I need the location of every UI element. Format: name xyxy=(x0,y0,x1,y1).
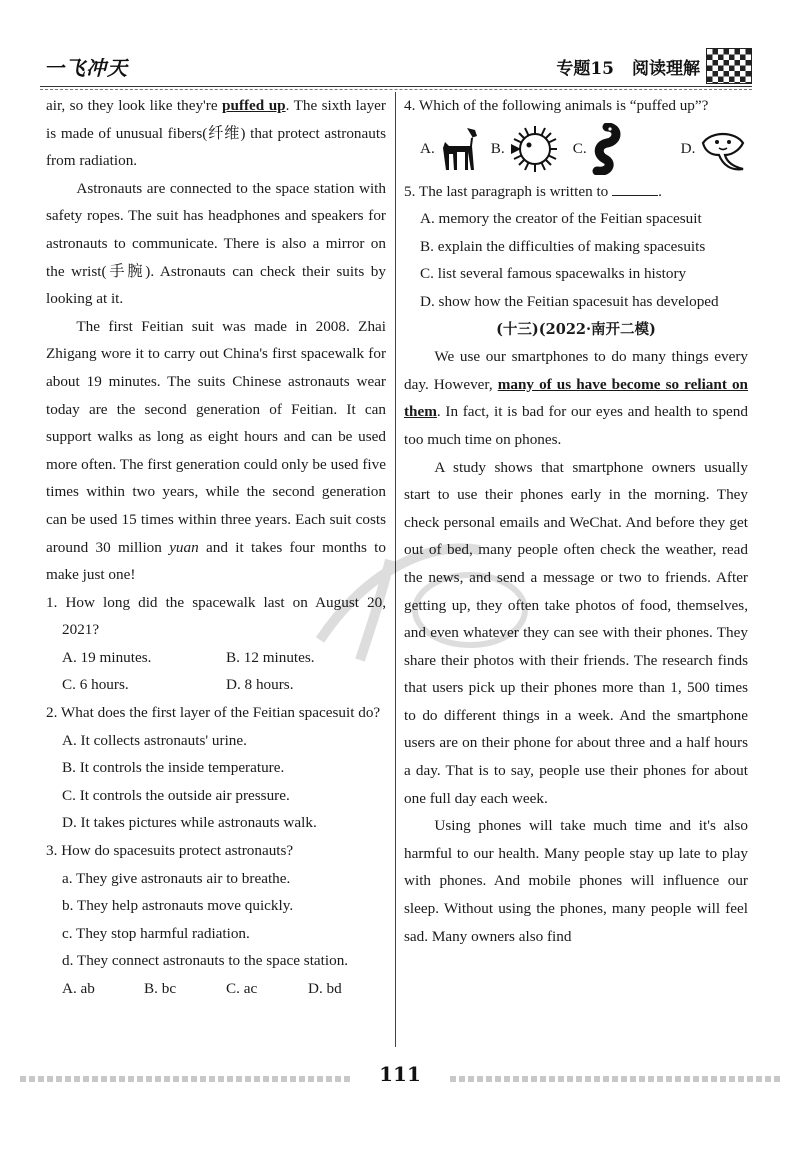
passage-paragraph: We use our smartphones to do many things every day. However, many of us have become so reliant on them. In fact, it is bad for our eyes and health to spend too much time on phones. xyxy=(404,348,749,448)
option[interactable]: A. 19 minutes. xyxy=(62,648,152,666)
topic-heading xyxy=(556,54,700,79)
checker-ornament xyxy=(706,48,752,84)
option-b[interactable]: B. xyxy=(491,124,563,174)
page-header xyxy=(0,0,800,100)
highlighted-phrase: many of us have become so reliant on them xyxy=(404,375,749,421)
header-rule xyxy=(40,86,752,87)
topic-title: 阅读理解 xyxy=(632,59,700,79)
passage-paragraph: The first Feitian suit was made in 2008. Zhai Zhigang wore it to carry out China's first spacewalk for about 19 minutes. The suits Chinese astronauts wear today are the second generation of Feitian. It can support walks as long as eight hours and can be used more often. The first generation could only be used five times within two years, while the second generation can be used 15 times within three years. Each suit costs around 30 million yuan and it takes four months to make just one! xyxy=(46,317,386,584)
option[interactable]: A. ab xyxy=(62,980,95,997)
footer-ornament xyxy=(450,1076,780,1082)
option[interactable]: A. memory the creator of the Feitian spacesuit xyxy=(420,210,702,228)
question-4-options xyxy=(404,120,748,178)
option[interactable]: A. It collects astronauts' urine. xyxy=(62,731,247,749)
section-title: (十三)(2022·南开二模) xyxy=(496,320,656,338)
option[interactable]: D. 8 hours. xyxy=(226,676,294,694)
option-a[interactable]: A. xyxy=(420,124,481,174)
left-column xyxy=(46,92,386,1003)
statement-item: d. They connect astronauts to the space station. xyxy=(62,952,349,970)
passage-paragraph: air, so they look like they're puffed up. The sixth layer is made of unusual fibers(纤维) that protect astronauts from radiation. xyxy=(46,97,386,170)
snake-icon xyxy=(589,123,625,175)
question-3-options xyxy=(46,975,386,1003)
question-3: 3. How do spacesuits protect astronauts? xyxy=(46,842,294,860)
question-1-options xyxy=(46,671,386,699)
page-footer xyxy=(0,1058,800,1098)
option[interactable]: B. explain the difficulties of making spacesuits xyxy=(420,237,706,255)
passage-paragraph: Using phones will take much time and it's also harmful to our health. Many people stay up late to play with phones. And mobile phones will influence our sleep. Without using the phones, many people will feel sad. Many owners also find xyxy=(404,817,748,945)
option[interactable]: C. 6 hours. xyxy=(62,676,129,694)
dog-icon xyxy=(437,124,481,174)
brand-logo: 一飞冲天 xyxy=(44,56,128,80)
header-rule-dashed xyxy=(40,89,752,90)
option[interactable]: C. ac xyxy=(226,980,258,997)
footer-ornament xyxy=(20,1076,350,1082)
question-1-options xyxy=(46,644,386,672)
option[interactable]: B. bc xyxy=(144,980,177,997)
highlighted-phrase: puffed up xyxy=(222,97,286,114)
option[interactable]: D. show how the Feitian spacesuit has developed xyxy=(420,292,719,310)
passage-paragraph: Astronauts are connected to the space station with safety ropes. The suit has headphones and speakers for astronauts to communicate. There is also a mirror on the wrist(手腕). Astronauts can check their suits by looking at it. xyxy=(46,179,386,308)
option-c[interactable]: C. xyxy=(573,123,625,175)
statement-item: b. They help astronauts move quickly. xyxy=(62,897,294,915)
statement-item: c. They stop harmful radiation. xyxy=(62,924,250,942)
statement-item: a. They give astronauts air to breathe. xyxy=(62,869,291,887)
option[interactable]: D. bd xyxy=(308,980,342,997)
pufferfish-icon xyxy=(507,124,563,174)
topic-number: 专题15 xyxy=(556,59,614,79)
question-5: 5. The last paragraph is written to . xyxy=(404,182,662,200)
question-4: 4. Which of the following animals is “puffed up”? xyxy=(404,97,709,114)
stingray-icon xyxy=(697,125,749,173)
answer-blank[interactable] xyxy=(612,181,658,196)
option[interactable]: C. It controls the outside air pressure. xyxy=(62,786,290,804)
option[interactable]: D. It takes pictures while astronauts walk. xyxy=(62,814,317,832)
right-column xyxy=(404,92,748,950)
column-divider xyxy=(395,92,396,1047)
question-2: 2. What does the first layer of the Feitian spacesuit do? xyxy=(46,704,381,722)
option-d[interactable]: D. xyxy=(681,125,750,173)
passage-paragraph: A study shows that smartphone owners usually start to use their phones early in the morning. They check personal emails and WeChat. And before they get out of bed, many people often check the weather, read the news, and send a message or two to friends. After getting up, they often take photos of food, themselves, and even whatever they can see with their phones. They share their photos with their friends. The research finds that users pick up their phones more than 1, 500 times to do different things in a week. And the smartphone users are on their phone for about three and a half hours a day. That is to say, people use their phones for about one full day each week. xyxy=(404,458,748,807)
option[interactable]: B. 12 minutes. xyxy=(226,648,315,666)
question-1: 1. How long did the spacewalk last on August 20, 2021? xyxy=(46,593,386,639)
page-number: 111 xyxy=(379,1062,421,1086)
option[interactable]: B. It controls the inside temperature. xyxy=(62,759,285,777)
option[interactable]: C. list several famous spacewalks in history xyxy=(420,265,687,283)
